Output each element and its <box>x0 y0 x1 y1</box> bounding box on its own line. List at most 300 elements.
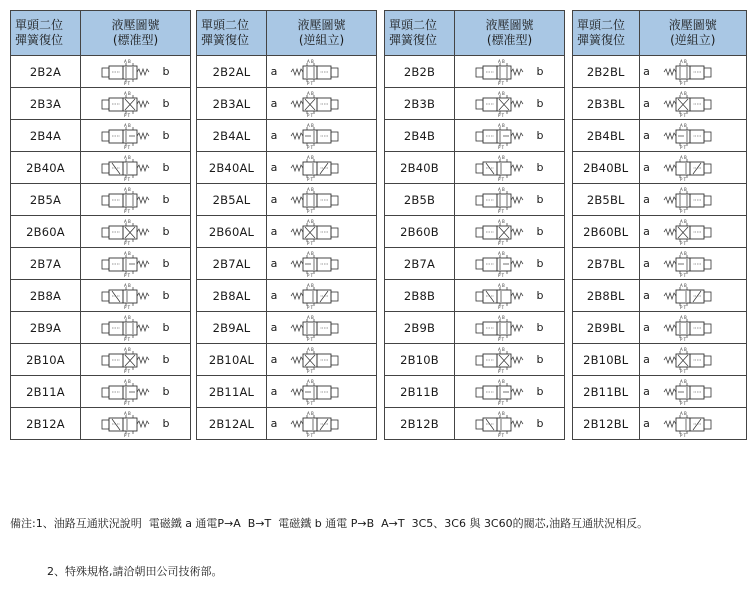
port-label-top: A B <box>679 218 687 224</box>
port-label-top: A B <box>307 186 314 192</box>
symbol-cell <box>455 56 565 88</box>
table-row <box>197 56 377 88</box>
model-code: 2B2AL <box>197 56 267 88</box>
valve-symbol-icon <box>99 283 155 309</box>
port-label-bottom: P T <box>124 336 131 341</box>
valve-symbol-icon <box>99 187 155 213</box>
model-code: 2B12AL <box>197 408 267 440</box>
port-label-top: A B <box>498 58 505 64</box>
valve-symbol-icon <box>285 411 341 437</box>
valve-symbol-icon <box>99 155 155 181</box>
port-label-top: A B <box>307 122 314 128</box>
table-row <box>197 216 377 248</box>
port-label-top: A B <box>124 186 131 192</box>
model-code: 2B60AL <box>197 216 267 248</box>
port-label-bottom: P T <box>124 400 131 405</box>
valve-symbol-icon <box>99 91 155 117</box>
table-row <box>385 312 565 344</box>
symbol-cell <box>455 408 565 440</box>
valve-table <box>572 10 747 440</box>
symbol-cell <box>639 408 747 440</box>
valve-table <box>196 10 377 440</box>
port-label-top: A B <box>498 218 505 224</box>
symbol-cell <box>639 184 747 216</box>
valve-symbol-icon <box>658 283 714 309</box>
valve-symbol-icon <box>473 283 529 309</box>
port-label-top: A B <box>679 122 687 128</box>
port-label-top: A B <box>124 410 131 416</box>
table-row <box>11 56 191 88</box>
solenoid-b-label: b <box>162 225 170 238</box>
port-label-bottom: P T <box>124 432 131 437</box>
solenoid-a-label: a <box>643 65 650 78</box>
symbol-cell <box>455 376 565 408</box>
port-label-bottom: P T <box>498 400 505 405</box>
note-line-1: 備注:1、油路互通狀況說明 電磁鐵 a 通電P→A B→T 電磁鐵 b 通電 P→B A→T 3C5、3C6 與 3C60的閥芯,油路互通狀況相反。 <box>10 517 649 530</box>
model-code: 2B9B <box>385 312 455 344</box>
model-code: 2B3B <box>385 88 455 120</box>
valve-symbol-icon <box>99 379 155 405</box>
table-panel-2 <box>196 10 377 440</box>
table-row <box>385 248 565 280</box>
port-label-bottom: P T <box>307 272 314 277</box>
valve-symbol-icon <box>473 123 529 149</box>
symbol-cell <box>639 120 747 152</box>
port-label-bottom: P T <box>679 368 686 373</box>
header-model: 單頭二位 彈簧復位 <box>385 11 455 56</box>
symbol-cell <box>639 312 747 344</box>
table-row <box>573 216 747 248</box>
symbol-cell <box>81 120 191 152</box>
port-label-top: A B <box>498 346 505 352</box>
valve-table <box>384 10 565 440</box>
model-code: 2B5A <box>11 184 81 216</box>
model-code: 2B11BL <box>573 376 640 408</box>
port-label-bottom: P T <box>498 80 505 85</box>
valve-symbol-icon <box>658 91 714 117</box>
port-label-top: A B <box>498 90 505 96</box>
symbol-cell <box>81 408 191 440</box>
table-row <box>197 376 377 408</box>
table-row <box>197 280 377 312</box>
model-code: 2B60A <box>11 216 81 248</box>
symbol-cell <box>455 312 565 344</box>
port-label-top: A B <box>679 58 687 64</box>
header-model: 單頭二位 彈簧復位 <box>11 11 81 56</box>
port-label-top: A B <box>498 250 505 256</box>
table-row <box>197 344 377 376</box>
model-code: 2B9AL <box>197 312 267 344</box>
table-row <box>385 408 565 440</box>
table-row <box>573 248 747 280</box>
model-code: 2B9A <box>11 312 81 344</box>
note-line-2: 2、特殊規格,請洽朝田公司技術部。 <box>47 565 223 578</box>
table-row <box>11 408 191 440</box>
symbol-cell <box>81 248 191 280</box>
header-symbol: 液壓圖號 (標准型) <box>81 11 191 56</box>
symbol-cell <box>639 88 747 120</box>
table-header-row <box>11 11 191 56</box>
solenoid-a-label: a <box>270 417 278 430</box>
valve-symbol-icon <box>285 379 341 405</box>
solenoid-a-label: a <box>270 129 278 142</box>
port-label-top: A B <box>498 282 505 288</box>
model-code: 2B11AL <box>197 376 267 408</box>
solenoid-b-label: b <box>536 321 544 334</box>
valve-symbol-icon <box>658 59 714 85</box>
port-label-bottom: P T <box>498 432 505 437</box>
valve-symbol-icon <box>99 59 155 85</box>
port-label-bottom: P T <box>307 112 314 117</box>
port-label-bottom: P T <box>679 336 686 341</box>
solenoid-a-label: a <box>643 257 650 270</box>
port-label-top: A B <box>124 154 131 160</box>
port-label-top: A B <box>498 186 505 192</box>
symbol-cell <box>639 152 747 184</box>
valve-symbol-icon <box>285 155 341 181</box>
port-label-top: A B <box>498 410 505 416</box>
solenoid-a-label: a <box>270 97 278 110</box>
model-code: 2B7A <box>385 248 455 280</box>
port-label-top: A B <box>307 346 314 352</box>
model-code: 2B7AL <box>197 248 267 280</box>
valve-symbol-icon <box>473 91 529 117</box>
port-label-top: A B <box>307 154 314 160</box>
table-panel-4 <box>572 10 747 440</box>
port-label-top: A B <box>679 410 687 416</box>
solenoid-b-label: b <box>162 353 170 366</box>
port-label-bottom: P T <box>679 208 686 213</box>
header-symbol: 液壓圖號 (逆組立) <box>267 11 377 56</box>
port-label-bottom: P T <box>498 368 505 373</box>
solenoid-a-label: a <box>643 161 650 174</box>
port-label-bottom: P T <box>124 80 131 85</box>
table-row <box>573 376 747 408</box>
port-label-bottom: P T <box>679 400 686 405</box>
port-label-top: A B <box>307 58 314 64</box>
header-symbol: 液壓圖號 (逆組立) <box>639 11 747 56</box>
solenoid-a-label: a <box>643 289 650 302</box>
symbol-cell <box>455 344 565 376</box>
symbol-cell <box>81 344 191 376</box>
port-label-top: A B <box>679 346 687 352</box>
solenoid-b-label: b <box>536 289 544 302</box>
model-code: 2B2BL <box>573 56 640 88</box>
table-row <box>385 88 565 120</box>
symbol-cell <box>81 312 191 344</box>
solenoid-a-label: a <box>643 385 650 398</box>
solenoid-b-label: b <box>162 385 170 398</box>
solenoid-b-label: b <box>162 257 170 270</box>
port-label-top: A B <box>124 346 131 352</box>
port-label-top: A B <box>307 314 314 320</box>
port-label-top: A B <box>307 410 314 416</box>
table-row <box>385 376 565 408</box>
symbol-cell <box>455 248 565 280</box>
valve-symbol-icon <box>99 411 155 437</box>
port-label-top: A B <box>124 282 131 288</box>
valve-table <box>10 10 191 440</box>
port-label-bottom: P T <box>307 432 314 437</box>
model-code: 2B7BL <box>573 248 640 280</box>
model-code: 2B7A <box>11 248 81 280</box>
port-label-bottom: P T <box>124 368 131 373</box>
symbol-cell <box>639 248 747 280</box>
symbol-cell <box>639 280 747 312</box>
symbol-cell <box>639 216 747 248</box>
table-row <box>573 152 747 184</box>
valve-symbol-icon <box>473 379 529 405</box>
symbol-cell <box>267 312 377 344</box>
table-row <box>385 152 565 184</box>
table-row <box>197 248 377 280</box>
port-label-bottom: P T <box>307 208 314 213</box>
valve-symbol-icon <box>658 315 714 341</box>
port-label-top: A B <box>679 154 687 160</box>
valve-symbol-icon <box>473 59 529 85</box>
solenoid-b-label: b <box>536 225 544 238</box>
model-code: 2B40BL <box>573 152 640 184</box>
table-row <box>385 56 565 88</box>
solenoid-a-label: a <box>270 289 278 302</box>
table-row <box>573 120 747 152</box>
table-row <box>385 280 565 312</box>
table-row <box>197 184 377 216</box>
symbol-cell <box>455 88 565 120</box>
solenoid-b-label: b <box>162 97 170 110</box>
valve-symbol-icon <box>285 219 341 245</box>
valve-symbol-icon <box>285 251 341 277</box>
model-code: 2B10BL <box>573 344 640 376</box>
model-code: 2B8AL <box>197 280 267 312</box>
model-code: 2B3A <box>11 88 81 120</box>
model-code: 2B8B <box>385 280 455 312</box>
table-row <box>197 312 377 344</box>
port-label-top: A B <box>679 90 687 96</box>
table-header-row <box>197 11 377 56</box>
port-label-bottom: P T <box>307 80 314 85</box>
table-row <box>197 408 377 440</box>
port-label-top: A B <box>679 186 687 192</box>
valve-symbol-icon <box>473 155 529 181</box>
solenoid-a-label: a <box>270 257 278 270</box>
port-label-bottom: P T <box>307 368 314 373</box>
symbol-cell <box>81 216 191 248</box>
port-label-top: A B <box>498 122 505 128</box>
port-label-top: A B <box>307 282 314 288</box>
table-row <box>385 344 565 376</box>
model-code: 2B3BL <box>573 88 640 120</box>
symbol-cell <box>455 152 565 184</box>
solenoid-a-label: a <box>270 321 278 334</box>
model-code: 2B10A <box>11 344 81 376</box>
model-code: 2B9BL <box>573 312 640 344</box>
valve-symbol-icon <box>658 123 714 149</box>
valve-symbol-icon <box>473 219 529 245</box>
symbol-cell <box>455 184 565 216</box>
port-label-bottom: P T <box>679 240 686 245</box>
valve-symbol-icon <box>99 251 155 277</box>
valve-symbol-icon <box>285 283 341 309</box>
valve-symbol-icon <box>285 123 341 149</box>
port-label-top: A B <box>307 250 314 256</box>
symbol-cell <box>455 280 565 312</box>
table-row <box>385 184 565 216</box>
valve-symbol-icon <box>99 315 155 341</box>
solenoid-a-label: a <box>643 193 650 206</box>
table-row <box>11 344 191 376</box>
solenoid-b-label: b <box>536 161 544 174</box>
port-label-bottom: P T <box>124 208 131 213</box>
port-label-bottom: P T <box>124 304 131 309</box>
port-label-top: A B <box>124 378 131 384</box>
model-code: 2B12BL <box>573 408 640 440</box>
port-label-bottom: P T <box>307 400 314 405</box>
model-code: 2B8BL <box>573 280 640 312</box>
table-row <box>11 216 191 248</box>
symbol-cell <box>455 216 565 248</box>
port-label-top: A B <box>124 90 131 96</box>
port-label-bottom: P T <box>498 208 505 213</box>
table-row <box>197 152 377 184</box>
valve-symbol-icon <box>285 59 341 85</box>
table-row <box>573 312 747 344</box>
valve-symbol-icon <box>658 251 714 277</box>
solenoid-b-label: b <box>536 97 544 110</box>
solenoid-b-label: b <box>162 417 170 430</box>
valve-symbol-icon <box>285 91 341 117</box>
solenoid-b-label: b <box>536 385 544 398</box>
solenoid-b-label: b <box>536 353 544 366</box>
model-code: 2B40B <box>385 152 455 184</box>
solenoid-a-label: a <box>643 417 650 430</box>
table-row <box>197 88 377 120</box>
port-label-top: A B <box>679 250 687 256</box>
port-label-bottom: P T <box>307 144 314 149</box>
valve-symbol-icon <box>473 187 529 213</box>
table-row <box>11 312 191 344</box>
port-label-bottom: P T <box>679 304 686 309</box>
table-panel-3 <box>384 10 565 440</box>
model-code: 2B12B <box>385 408 455 440</box>
model-code: 2B12A <box>11 408 81 440</box>
port-label-bottom: P T <box>307 336 314 341</box>
solenoid-b-label: b <box>536 257 544 270</box>
solenoid-a-label: a <box>270 385 278 398</box>
solenoid-a-label: a <box>643 321 650 334</box>
port-label-bottom: P T <box>307 176 314 181</box>
port-label-top: A B <box>307 90 314 96</box>
model-code: 2B2A <box>11 56 81 88</box>
valve-symbol-icon <box>658 187 714 213</box>
port-label-top: A B <box>124 58 131 64</box>
port-label-top: A B <box>679 282 687 288</box>
table-row <box>11 88 191 120</box>
model-code: 2B5B <box>385 184 455 216</box>
solenoid-b-label: b <box>162 289 170 302</box>
symbol-cell <box>267 216 377 248</box>
solenoid-a-label: a <box>270 161 278 174</box>
table-row <box>11 120 191 152</box>
port-label-top: A B <box>124 122 131 128</box>
symbol-cell <box>267 56 377 88</box>
solenoid-b-label: b <box>162 193 170 206</box>
solenoid-a-label: a <box>270 193 278 206</box>
port-label-bottom: P T <box>498 112 505 117</box>
table-row <box>11 152 191 184</box>
model-code: 2B4AL <box>197 120 267 152</box>
valve-symbol-icon <box>473 251 529 277</box>
port-label-bottom: P T <box>679 144 686 149</box>
valve-symbol-icon <box>658 347 714 373</box>
model-code: 2B3AL <box>197 88 267 120</box>
table-row <box>573 184 747 216</box>
model-code: 2B40AL <box>197 152 267 184</box>
port-label-bottom: P T <box>498 144 505 149</box>
solenoid-a-label: a <box>643 97 650 110</box>
symbol-cell <box>267 376 377 408</box>
symbol-cell <box>81 376 191 408</box>
valve-symbol-icon <box>658 219 714 245</box>
model-code: 2B5AL <box>197 184 267 216</box>
model-code: 2B40A <box>11 152 81 184</box>
symbol-cell <box>81 152 191 184</box>
port-label-bottom: P T <box>679 432 686 437</box>
symbol-cell <box>267 88 377 120</box>
port-label-top: A B <box>307 218 314 224</box>
symbol-cell <box>81 88 191 120</box>
port-label-bottom: P T <box>124 144 131 149</box>
solenoid-b-label: b <box>162 65 170 78</box>
port-label-bottom: P T <box>498 272 505 277</box>
table-row <box>385 216 565 248</box>
port-label-top: A B <box>124 314 131 320</box>
valve-symbol-icon <box>99 219 155 245</box>
symbol-cell <box>267 280 377 312</box>
solenoid-a-label: a <box>643 353 650 366</box>
solenoid-a-label: a <box>643 129 650 142</box>
port-label-top: A B <box>679 378 687 384</box>
table-row <box>573 56 747 88</box>
symbol-cell <box>81 184 191 216</box>
port-label-bottom: P T <box>679 112 686 117</box>
valve-symbol-icon <box>473 411 529 437</box>
port-label-top: A B <box>124 250 131 256</box>
solenoid-b-label: b <box>162 129 170 142</box>
port-label-bottom: P T <box>679 272 686 277</box>
model-code: 2B4BL <box>573 120 640 152</box>
port-label-bottom: P T <box>498 240 505 245</box>
header-symbol: 液壓圖號 (標准型) <box>455 11 565 56</box>
table-row <box>573 408 747 440</box>
port-label-bottom: P T <box>498 304 505 309</box>
symbol-cell <box>267 248 377 280</box>
symbol-cell <box>267 408 377 440</box>
port-label-top: A B <box>679 314 687 320</box>
port-label-bottom: P T <box>307 304 314 309</box>
table-row <box>11 376 191 408</box>
table-header-row <box>573 11 747 56</box>
solenoid-b-label: b <box>536 193 544 206</box>
model-code: 2B11A <box>11 376 81 408</box>
valve-symbol-icon <box>285 347 341 373</box>
port-label-bottom: P T <box>124 272 131 277</box>
model-code: 2B10B <box>385 344 455 376</box>
symbol-cell <box>81 56 191 88</box>
solenoid-a-label: a <box>270 353 278 366</box>
symbol-cell <box>639 344 747 376</box>
port-label-bottom: P T <box>679 176 686 181</box>
